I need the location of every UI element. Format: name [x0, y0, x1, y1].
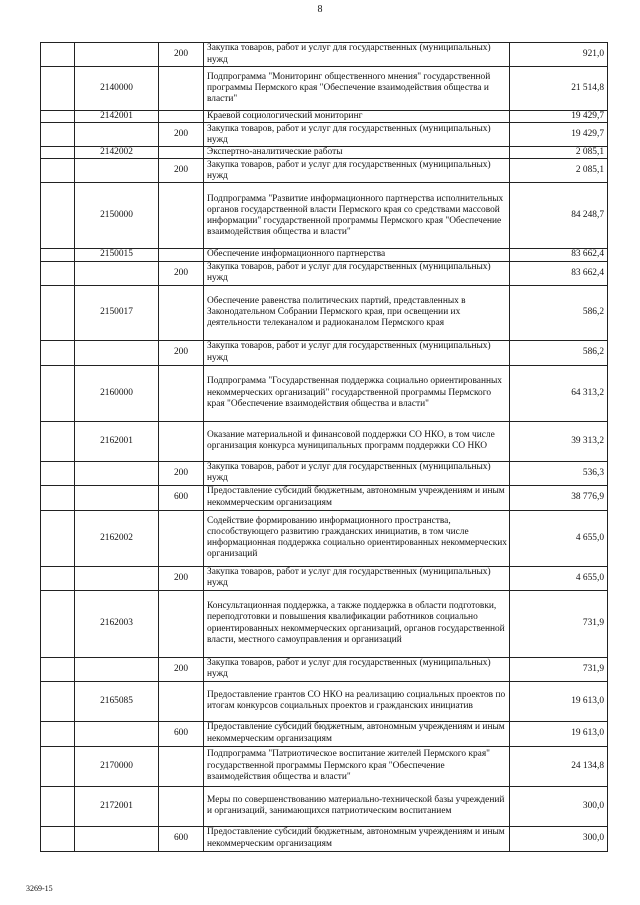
- table-row: [41, 183, 608, 249]
- target-article-code-cell: [75, 261, 159, 285]
- expense-type-code-cell: [159, 510, 204, 566]
- blank-cell: [41, 826, 75, 851]
- expense-type-code-cell: [159, 147, 204, 159]
- item-name-cell: Экспертно-аналитические работы: [204, 147, 510, 159]
- table-row: [41, 826, 608, 851]
- expense-type-code-cell: 600: [159, 826, 204, 851]
- target-article-code-cell: 2165085: [75, 681, 159, 721]
- table-row: [41, 249, 608, 261]
- amount-cell: 83 662,4: [510, 261, 608, 285]
- expense-type-code-cell: 200: [159, 657, 204, 681]
- expense-type-code-cell: 200: [159, 43, 204, 67]
- item-name-cell: Содействие формированию информационного пространства, способствующего развитию гражданских инициатив, в том числе информационная поддержка социально ориентированных некоммерческих организаций: [204, 510, 510, 566]
- blank-cell: [41, 746, 75, 786]
- blank-cell: [41, 510, 75, 566]
- table-row: [41, 657, 608, 681]
- amount-cell: 921,0: [510, 43, 608, 67]
- blank-cell: [41, 461, 75, 485]
- item-name-cell: Предоставление грантов СО НКО на реализацию социальных проектов по итогам конкурсов социальных проектов и гражданских инициатив: [204, 681, 510, 721]
- expense-type-code-cell: [159, 421, 204, 461]
- expense-type-code-cell: 200: [159, 261, 204, 285]
- item-name-cell: Меры по совершенствованию материально-технической базы учреждений и организаций, занимающихся патриотическим воспитанием: [204, 786, 510, 826]
- amount-cell: 536,3: [510, 461, 608, 485]
- blank-cell: [41, 340, 75, 365]
- blank-cell: [41, 590, 75, 657]
- target-article-code-cell: 2150015: [75, 249, 159, 261]
- table-body: [41, 43, 608, 852]
- target-article-code-cell: [75, 461, 159, 485]
- amount-cell: 38 776,9: [510, 485, 608, 510]
- blank-cell: [41, 721, 75, 746]
- table-row: [41, 786, 608, 826]
- amount-cell: 731,9: [510, 590, 608, 657]
- expense-type-code-cell: [159, 786, 204, 826]
- amount-cell: 2 085,1: [510, 147, 608, 159]
- item-name-cell: Подпрограмма "Государственная поддержка социально ориентированных некоммерческих организаций" государственной программы Пермского края "Обеспечение взаимодействия общества и власти": [204, 365, 510, 421]
- item-name-cell: Предоставление субсидий бюджетным, автономным учреждениям и иным некоммерческим организациям: [204, 485, 510, 510]
- table-row: [41, 365, 608, 421]
- amount-cell: 64 313,2: [510, 365, 608, 421]
- expense-type-code-cell: 200: [159, 123, 204, 147]
- page-number: 8: [317, 4, 323, 15]
- item-name-cell: Закупка товаров, работ и услуг для государственных (муниципальных) нужд: [204, 566, 510, 590]
- item-name-cell: Предоставление субсидий бюджетным, автономным учреждениям и иным некоммерческим организациям: [204, 721, 510, 746]
- expense-type-code-cell: [159, 111, 204, 123]
- amount-cell: 19 613,0: [510, 681, 608, 721]
- item-name-cell: Закупка товаров, работ и услуг для государственных (муниципальных) нужд: [204, 261, 510, 285]
- item-name-cell: Подпрограмма "Мониторинг общественного мнения" государственной программы Пермского края "Обеспечение взаимодействия общества и власти": [204, 67, 510, 111]
- amount-cell: 39 313,2: [510, 421, 608, 461]
- item-name-cell: Закупка товаров, работ и услуг для государственных (муниципальных) нужд: [204, 340, 510, 365]
- amount-cell: 731,9: [510, 657, 608, 681]
- target-article-code-cell: 2142002: [75, 147, 159, 159]
- item-name-cell: Краевой социологический мониторинг: [204, 111, 510, 123]
- amount-cell: 4 655,0: [510, 566, 608, 590]
- target-article-code-cell: [75, 566, 159, 590]
- table-row: [41, 461, 608, 485]
- amount-cell: 83 662,4: [510, 249, 608, 261]
- target-article-code-cell: 2150000: [75, 183, 159, 249]
- amount-cell: 586,2: [510, 285, 608, 340]
- expense-type-code-cell: 200: [159, 461, 204, 485]
- table-row: [41, 147, 608, 159]
- table-row: [41, 590, 608, 657]
- expense-type-code-cell: 200: [159, 159, 204, 183]
- expense-type-code-cell: [159, 590, 204, 657]
- table-row: [41, 261, 608, 285]
- amount-cell: 19 429,7: [510, 111, 608, 123]
- target-article-code-cell: 2170000: [75, 746, 159, 786]
- table-row: [41, 285, 608, 340]
- target-article-code-cell: 2142001: [75, 111, 159, 123]
- table-row: [41, 43, 608, 67]
- blank-cell: [41, 285, 75, 340]
- amount-cell: 19 613,0: [510, 721, 608, 746]
- table-row: [41, 510, 608, 566]
- blank-cell: [41, 249, 75, 261]
- amount-cell: 19 429,7: [510, 123, 608, 147]
- item-name-cell: Обеспечение информационного партнерства: [204, 249, 510, 261]
- target-article-code-cell: 2162002: [75, 510, 159, 566]
- target-article-code-cell: 2160000: [75, 365, 159, 421]
- blank-cell: [41, 147, 75, 159]
- target-article-code-cell: 2150017: [75, 285, 159, 340]
- target-article-code-cell: 2162003: [75, 590, 159, 657]
- expense-type-code-cell: 600: [159, 485, 204, 510]
- item-name-cell: Закупка товаров, работ и услуг для государственных (муниципальных) нужд: [204, 461, 510, 485]
- expense-type-code-cell: [159, 67, 204, 111]
- target-article-code-cell: [75, 826, 159, 851]
- blank-cell: [41, 123, 75, 147]
- target-article-code-cell: 2172001: [75, 786, 159, 826]
- target-article-code-cell: [75, 159, 159, 183]
- item-name-cell: Подпрограмма "Развитие информационного партнерства исполнительных органов государственной власти Пермского края со средствами массовой информации" государственной программы Пермского края "Обеспечение взаимодействия общества и власти": [204, 183, 510, 249]
- amount-cell: 2 085,1: [510, 159, 608, 183]
- blank-cell: [41, 111, 75, 123]
- blank-cell: [41, 261, 75, 285]
- amount-cell: 4 655,0: [510, 510, 608, 566]
- document-footer-code: 3269-15: [26, 884, 53, 893]
- target-article-code-cell: [75, 485, 159, 510]
- blank-cell: [41, 159, 75, 183]
- table-row: [41, 485, 608, 510]
- amount-cell: 300,0: [510, 826, 608, 851]
- expense-type-code-cell: [159, 249, 204, 261]
- blank-cell: [41, 786, 75, 826]
- table-row: [41, 111, 608, 123]
- item-name-cell: Обеспечение равенства политических партий, представленных в Законодательном Собрании Пермского края, при освещении их деятельности телеканалом и радиоканалом Пермского края: [204, 285, 510, 340]
- blank-cell: [41, 183, 75, 249]
- item-name-cell: Закупка товаров, работ и услуг для государственных (муниципальных) нужд: [204, 159, 510, 183]
- target-article-code-cell: 2140000: [75, 67, 159, 111]
- expense-type-code-cell: 600: [159, 721, 204, 746]
- item-name-cell: Оказание материальной и финансовой поддержки СО НКО, в том числе организация конкурса муниципальных программ поддержки СО НКО: [204, 421, 510, 461]
- expense-type-code-cell: 200: [159, 566, 204, 590]
- expense-type-code-cell: [159, 285, 204, 340]
- amount-cell: 21 514,8: [510, 67, 608, 111]
- blank-cell: [41, 67, 75, 111]
- table-row: [41, 566, 608, 590]
- blank-cell: [41, 657, 75, 681]
- table-row: [41, 746, 608, 786]
- expense-type-code-cell: 200: [159, 340, 204, 365]
- item-name-cell: Закупка товаров, работ и услуг для государственных (муниципальных) нужд: [204, 657, 510, 681]
- target-article-code-cell: [75, 43, 159, 67]
- target-article-code-cell: [75, 340, 159, 365]
- table-row: [41, 681, 608, 721]
- table-row: [41, 340, 608, 365]
- table-row: [41, 721, 608, 746]
- amount-cell: 586,2: [510, 340, 608, 365]
- expense-type-code-cell: [159, 365, 204, 421]
- target-article-code-cell: 2162001: [75, 421, 159, 461]
- expense-type-code-cell: [159, 681, 204, 721]
- blank-cell: [41, 485, 75, 510]
- amount-cell: 300,0: [510, 786, 608, 826]
- blank-cell: [41, 365, 75, 421]
- blank-cell: [41, 681, 75, 721]
- table-row: [41, 67, 608, 111]
- item-name-cell: Подпрограмма "Патриотическое воспитание жителей Пермского края" государственной программы Пермского края "Обеспечение взаимодействия общества и власти": [204, 746, 510, 786]
- item-name-cell: Закупка товаров, работ и услуг для государственных (муниципальных) нужд: [204, 123, 510, 147]
- table-row: [41, 123, 608, 147]
- table-row: [41, 159, 608, 183]
- blank-cell: [41, 566, 75, 590]
- amount-cell: 24 134,8: [510, 746, 608, 786]
- expense-type-code-cell: [159, 183, 204, 249]
- amount-cell: 84 248,7: [510, 183, 608, 249]
- item-name-cell: Консультационная поддержка, а также поддержка в области подготовки, переподготовки и повышения квалификации работников социально ориентированных некоммерческих организаций, органов государственной власти, местного самоуправления и организаций: [204, 590, 510, 657]
- target-article-code-cell: [75, 721, 159, 746]
- blank-cell: [41, 43, 75, 67]
- budget-table: [40, 42, 608, 852]
- blank-cell: [41, 421, 75, 461]
- item-name-cell: Предоставление субсидий бюджетным, автономным учреждениям и иным некоммерческим организациям: [204, 826, 510, 851]
- table-row: [41, 421, 608, 461]
- target-article-code-cell: [75, 123, 159, 147]
- item-name-cell: Закупка товаров, работ и услуг для государственных (муниципальных) нужд: [204, 43, 510, 67]
- target-article-code-cell: [75, 657, 159, 681]
- expense-type-code-cell: [159, 746, 204, 786]
